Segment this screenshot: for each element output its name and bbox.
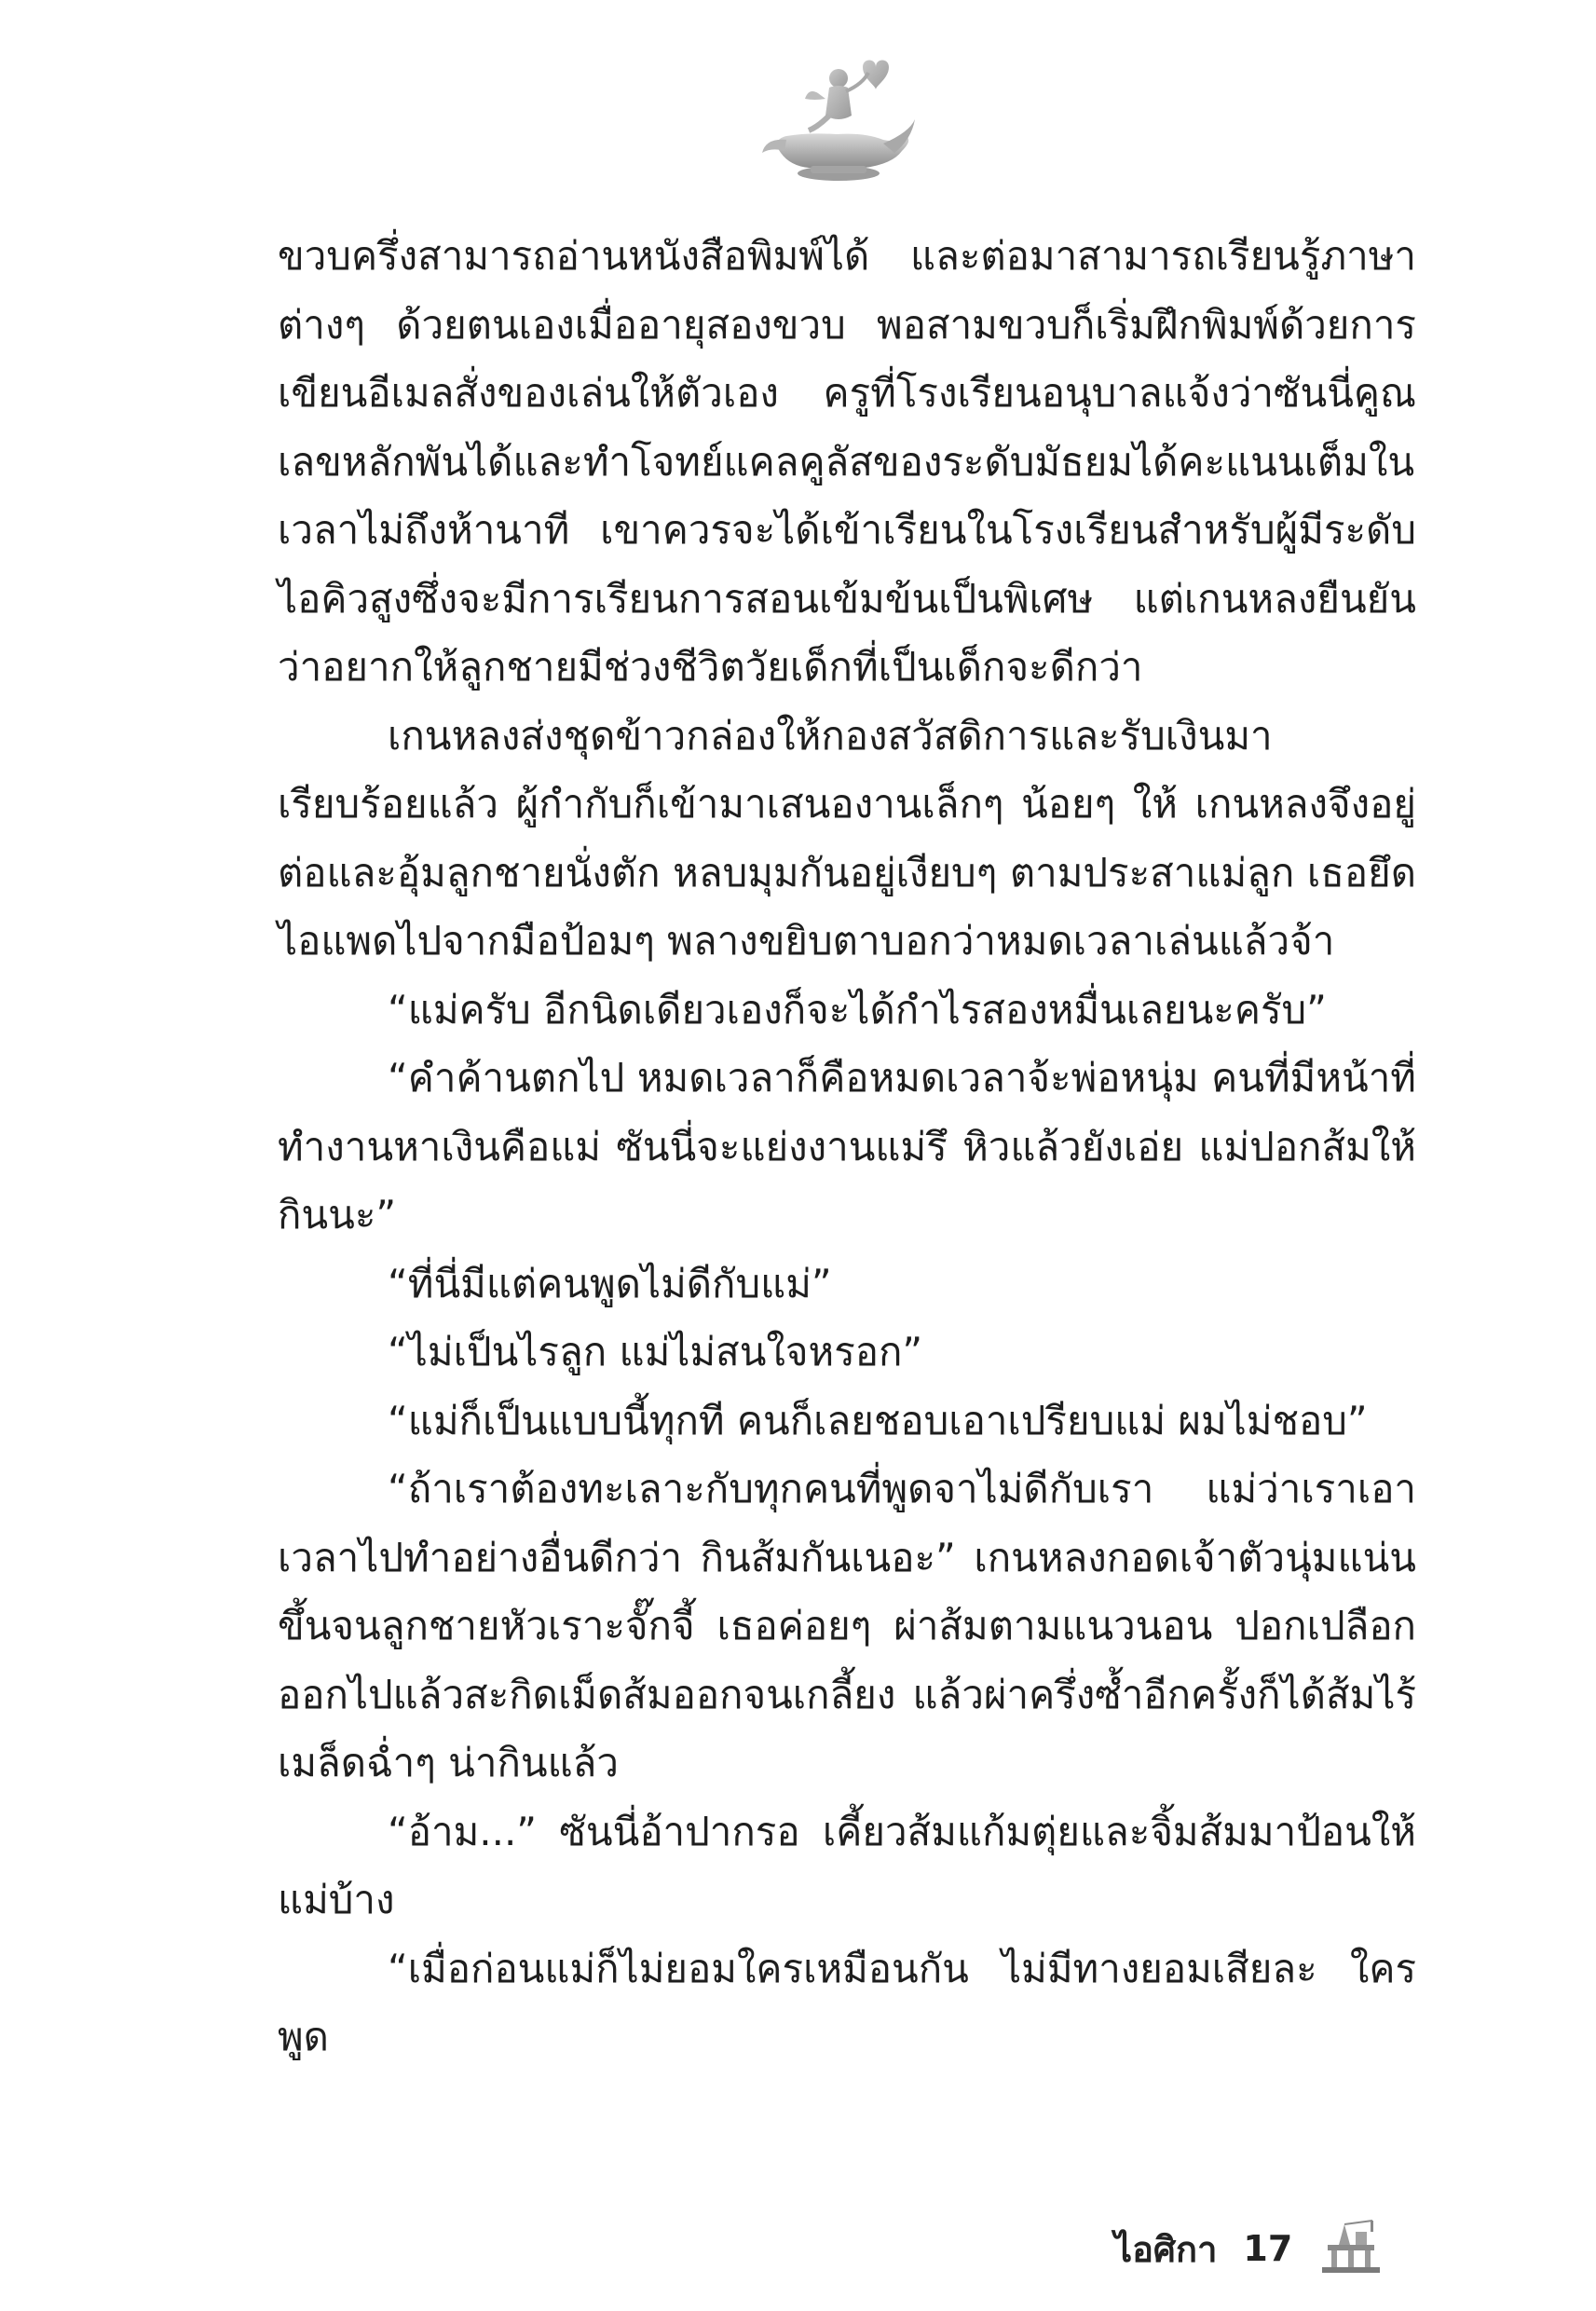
paragraph: “คำค้านตกไป หมดเวลาก็คือหมดเวลาจ้ะพ่อหนุ่ม คนที่มีหน้าที่ทำงานหาเงินคือแม่ ซันนี่จะแย่งงานแม่รึ หิวแล้วยังเอ่ย แม่ปอกส้มให้กินนะ” xyxy=(278,1055,1416,1238)
page-number: 17 xyxy=(1243,2228,1293,2269)
oil-rig-icon xyxy=(1318,2219,1384,2278)
paragraph: ขวบครึ่งสามารถอ่านหนังสือพิมพ์ได้ และต่อมาสามารถเรียนรู้ภาษาต่างๆ ด้วยตนเองเมื่ออายุสองขวบ พอสามขวบก็เริ่มฝึกพิมพ์ด้วยการเขียนอีเมลสั่งของเล่นให้ตัวเอง ครูที่โรงเรียนอนุบาลแจ้งว่าซันนี่คูณเลขหลักพันได้และทำโจทย์แคลคูลัสของระดับมัธยมได้คะแนนเต็มในเวลาไม่ถึงห้านาที เขาควรจะได้เข้าเรียนในโรงเรียนสำหรับผู้มีระดับไอคิวสูงซึ่งจะมีการเรียนการสอนเข้มข้นเป็นพิเศษ แต่เกนหลงยืนยันว่าอยากให้ลูกชายมีช่วงชีวิตวัยเด็กที่เป็นเด็กจะดีกว่า xyxy=(278,233,1416,690)
paragraph: “แม่ครับ อีกนิดเดียวเองก็จะได้กำไรสองหมื่นเลยนะครับ” xyxy=(388,986,1327,1032)
paragraph: เกนหลงส่งชุดข้าวกล่องให้กองสวัสดิการและรับเงินมาเรียบร้อยแล้ว ผู้กำกับก็เข้ามาเสนองานเล็กๆ น้อยๆ ให้ เกนหลงจึงอยู่ต่อและอุ้มลูกชายนั่งตัก หลบมุมกันอยู่เงียบๆ ตามประสาแม่ลูก เธอยึดไอแพดไปจากมือป้อมๆ พลางขยิบตาบอกว่าหมดเวลาเล่นแล้วจ้า xyxy=(278,712,1416,964)
paragraph: “เมื่อก่อนแม่ก็ไม่ยอมใครเหมือนกัน ไม่มีทางยอมเสียละ ใครพูด xyxy=(278,1945,1416,2059)
running-footer-title: ไอศิกา xyxy=(1114,2228,1218,2270)
page-footer xyxy=(1114,2216,1384,2281)
paragraph: “ไม่เป็นไรลูก แม่ไม่สนใจหรอก” xyxy=(388,1329,923,1374)
magic-lamp-cupid-icon xyxy=(753,50,921,190)
paragraph: “ที่นี่มีแต่คนพูดไม่ดีกับแม่” xyxy=(388,1260,832,1306)
paragraph: “แม่ก็เป็นแบบนี้ทุกที คนก็เลยชอบเอาเปรียบแม่ ผมไม่ชอบ” xyxy=(388,1397,1368,1443)
chapter-body-text xyxy=(278,222,1416,2072)
paragraph: “อ้าม...” ซันนี่อ้าปากรอ เคี้ยวส้มแก้มตุ่ยและจิ้มส้มมาป้อนให้แม่บ้าง xyxy=(278,1808,1416,1922)
paragraph: “ถ้าเราต้องทะเลาะกับทุกคนที่พูดจาไม่ดีกับเรา แม่ว่าเราเอาเวลาไปทำอย่างอื่นดีกว่า กินส้มกันเนอะ” เกนหลงกอดเจ้าตัวนุ่มแน่นขึ้นจนลูกชายหัวเราะจั๊กจี้ เธอค่อยๆ ผ่าส้มตามแนวนอน ปอกเปลือกออกไปแล้วสะกิดเม็ดส้มออกจนเกลี้ยง แล้วผ่าครึ่งซ้ำอีกครั้งก็ได้ส้มไร้เมล็ดฉ่ำๆ น่ากินแล้ว xyxy=(278,1466,1416,1785)
